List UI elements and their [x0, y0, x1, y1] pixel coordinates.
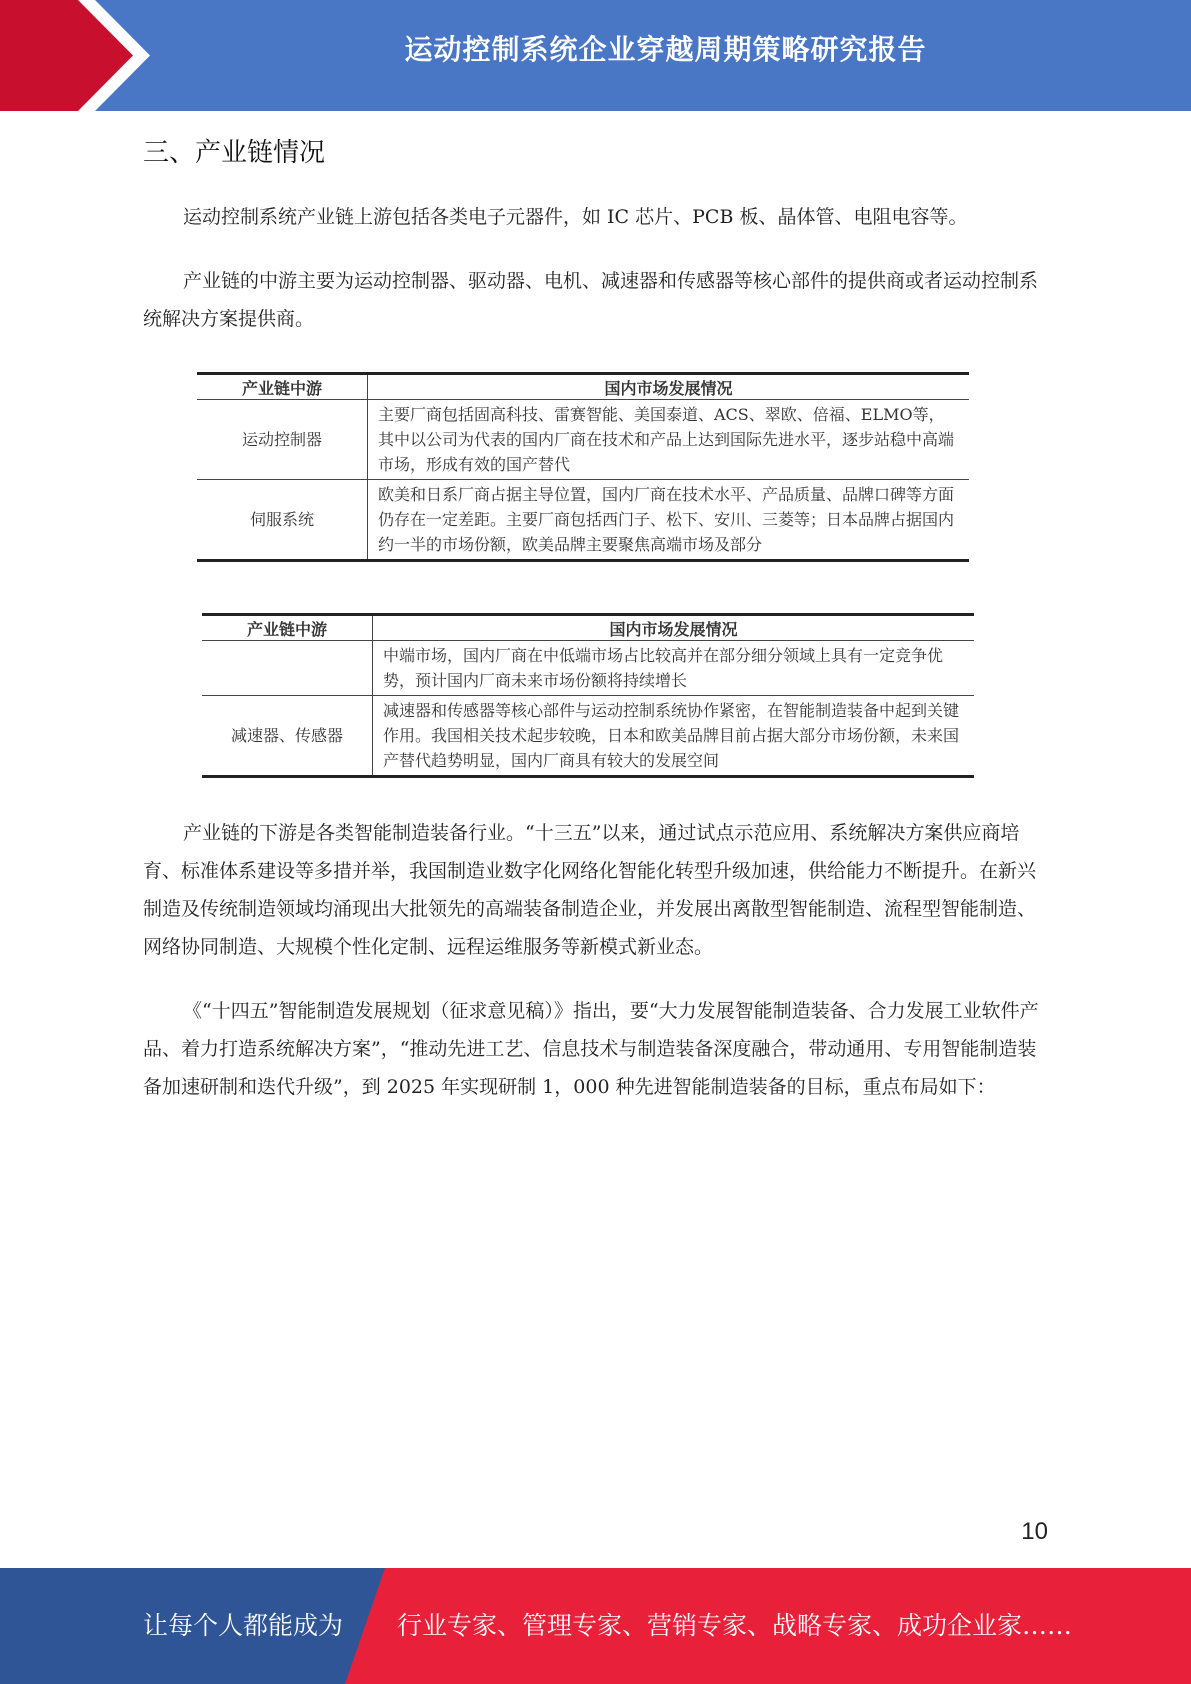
footer-slogan-right: 行业专家、管理专家、营销专家、战略专家、成功企业家…… [397, 1611, 1073, 1640]
paragraph-upstream: 运动控制系统产业链上游包括各类电子元器件，如 IC 芯片、PCB 板、晶体管、电阻电容等。 [183, 206, 968, 228]
paragraph-downstream: 产业链的下游是各类智能制造装备行业。“十三五”以来，通过试点示范应用、系统解决方案供应商培育、标准体系建设等多措并举，我国制造业数字化网络化智能化转型升级加速，供给能力不断提升。在新兴制造及传统制造领域均涌现出大批领先的高端装备制造企业，并发展出离散型智能制造、流程型智能制造、网络协同制造、大规模个性化定制、远程运维服务等新模式新业态。 [143, 822, 1037, 958]
header-arrow-decoration [0, 0, 160, 111]
table-cell-name [202, 641, 373, 696]
paragraph-plan: 《“十四五”智能制造发展规划（征求意见稿）》指出，要“大力发展智能制造装备、合力发展工业软件产品、着力打造系统解决方案”，“推动先进工艺、信息技术与制造装备深度融合，带动通用、专用智能制造装备加速研制和迭代升级”，到 2025 年实现研制 1，000 种先进智能制造装备的目标，重点布局如下： [143, 1000, 1039, 1098]
report-title: 运动控制系统企业穿越周期策略研究报告 [404, 33, 927, 66]
midstream-table-2 [202, 613, 974, 778]
table-row [197, 400, 969, 480]
table-row [202, 641, 974, 696]
table-cell-name: 运动控制器 [197, 400, 368, 480]
page-footer [0, 1568, 1191, 1684]
footer-slogan-left: 让每个人都能成为 [143, 1611, 344, 1640]
section-title: 三、产业链情况 [143, 138, 326, 168]
table-header-chain: 产业链中游 [197, 374, 368, 400]
table-cell-desc: 主要厂商包括固高科技、雷赛智能、美国泰道、ACS、翠欧、倍福、ELMO等，其中以公司为代表的国内厂商在技术和产品上达到国际先进水平，逐步站稳中高端市场，形成有效的国产替代 [368, 400, 970, 480]
table-cell-desc: 中端市场，国内厂商在中低端市场占比较高并在部分细分领域上具有一定竞争优势，预计国内厂商未来市场份额将持续增长 [373, 641, 975, 696]
page-header [0, 0, 1191, 111]
table-header-chain: 产业链中游 [202, 615, 373, 641]
table-cell-name: 伺服系统 [197, 480, 368, 561]
paragraph-midstream: 产业链的中游主要为运动控制器、驱动器、电机、减速器和传感器等核心部件的提供商或者运动控制系统解决方案提供商。 [143, 270, 1039, 330]
table-cell-name: 减速器、传感器 [202, 696, 373, 777]
table-cell-desc: 减速器和传感器等核心部件与运动控制系统协作紧密，在智能制造装备中起到关键作用。我国相关技术起步较晚，日本和欧美品牌目前占据大部分市场份额，未来国产替代趋势明显，国内厂商具有较大的发展空间 [383, 701, 960, 770]
table-cell-desc: 欧美和日系厂商占据主导位置，国内厂商在技术水平、产品质量、品牌口碑等方面仍存在一定差距。主要厂商包括西门子、松下、安川、三菱等；日本品牌占据国内约一半的市场份额，欧美品牌主要聚焦高端市场及部分 [378, 485, 955, 554]
table-header-market: 国内市场发展情况 [373, 615, 975, 641]
page-number: 10 [1021, 1518, 1048, 1545]
table-row [202, 696, 974, 777]
midstream-table-1 [197, 372, 969, 562]
table-header-market: 国内市场发展情况 [368, 374, 970, 400]
table-row [197, 480, 969, 561]
